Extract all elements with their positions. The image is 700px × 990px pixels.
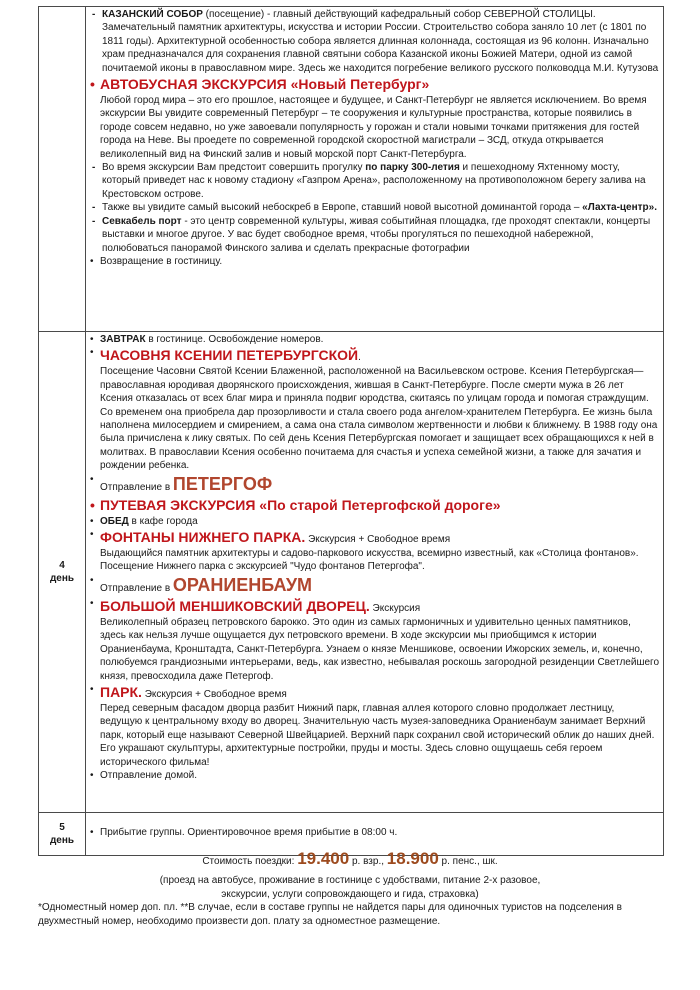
park-walk-text-start: Во время экскурсии Вам предстоит совершить прогулку xyxy=(102,162,366,174)
park-text: Перед северным фасадом дворца разбит Нижний парк, главная аллея которого словно продолжает лестницу, ведущую к центральному входу во дворец. Значительную часть музея-заповедника Ораниенбаум занимает Верхний парк, который еще называют Северной Швейцарией. Верхний парк сохранил свой исторический облик до наших дней. Его украшают скульптуры, архитектурные постройки, пруды и мосты. Здесь словно ощущаешь себя героем исторического фильма! xyxy=(100,702,655,768)
lakhta-bold: «Лахта-центр». xyxy=(582,202,658,214)
palace-note: Экскурсия xyxy=(369,602,421,614)
chapel-heading-row xyxy=(90,346,659,365)
lunch-text: в кафе города xyxy=(128,515,198,527)
bus-tour-heading: • АВТОБУСНАЯ ЭКСКУРСИЯ «Новый Петербург» xyxy=(90,75,659,94)
price-includes-line-2: экскурсии, услуги сопровождающего и гида, страховка) xyxy=(221,888,479,900)
park-walk-item xyxy=(90,161,659,201)
price-includes-line-1: (проезд на автобусе, проживание в гостинице с удобствами, питание 2-х разовое, xyxy=(159,875,541,887)
return-hotel-item: • Возвращение в гостиницу. xyxy=(90,255,659,268)
lunch-item xyxy=(90,515,659,528)
day-5-label-cell xyxy=(39,813,86,856)
day-4-row xyxy=(39,332,664,813)
depart-oranienbaum-item xyxy=(90,574,659,597)
sevkabel-text: - это центр современной культуры, живая событийная площадка, где проходят спектакли, концерты выставки и многое другое. У вас будет свободное время, чтобы прогуляться по пешеходной набережной, полюбоваться панорамой Финского залива и сделать прекрасные фотографии xyxy=(102,215,651,254)
breakfast-item xyxy=(90,333,659,346)
route-tour-heading: • ПУТЕВАЯ ЭКСКУРСИЯ «По старой Петергофской дороге» xyxy=(90,496,659,515)
sevkabel-item xyxy=(90,215,659,255)
day-5-number: 5 xyxy=(59,822,65,833)
breakfast-text: в гостинице. Освобождение номеров. xyxy=(145,334,324,345)
lakhta-text: Также вы увидите самый высокий небоскреб в Европе, ставший новой высотной доминантой города – xyxy=(102,202,583,214)
park-walk-text-end: и пешеходному Яхтенному мосту, который приведет нас к новому стадиону «Газпром Арена», расположенному на противоположном берегу залива на Крестовском острове. xyxy=(102,162,646,200)
peterhof-city: ПЕТЕРГОФ xyxy=(172,473,273,494)
chapel-heading-dot: . xyxy=(358,352,361,364)
price-line xyxy=(0,849,700,868)
depart-home-item: • Отправление домой. xyxy=(90,769,659,782)
price-label: Стоимость поездки: xyxy=(202,856,298,867)
park-heading-row xyxy=(90,683,659,702)
lunch-title: ОБЕД xyxy=(100,515,129,527)
palace-heading: БОЛЬШОЙ МЕНШИКОВСКИЙ ДВОРЕЦ. xyxy=(100,597,370,614)
sevkabel-title: Севкабель порт xyxy=(102,215,182,227)
breakfast-title: ЗАВТРАК xyxy=(100,334,146,345)
price-adult-unit: р. взр., xyxy=(349,856,387,867)
arrival-item: • Прибытие группы. Ориентировочное время прибытие в 08:00 ч. xyxy=(90,826,659,839)
fountains-text: Выдающийся памятник архитектуры и садово-паркового искусства, всемирно известный, как «Столица фонтанов». Посещение Нижнего парка с экскурсией "Чудо фонтанов Петергофа". xyxy=(100,548,639,573)
park-walk-bold: по парку 300-летия xyxy=(365,162,460,174)
depart-peterhof-item xyxy=(90,473,659,496)
kazan-cathedral-text: (посещение) - главный действующий кафедральный собор СЕВЕРНОЙ СТОЛИЦЫ. Замечательный памятник архитектуры, искусства и истории России. Строительство собора заняло 10 лет (с 1801 по 1811 годы). Архитектурной особенностью собора является длинная колоннада, состоящая из 96 колонн. Изначально храм предназначался для сохранения главной святыни собора Казанской иконы Божией Матери, одной из самой почитаемой иконы в православном мире. Здесь же находится погребение великого русского полководца М.И. Кутузова xyxy=(102,9,659,74)
palace-text: Великолепный образец петровского барокко. Это один из самых гармоничных и удивительно ценных памятников, здесь как нельзя лучше ощущается дух петровского времени. В ходе экскурсии мы приобщимся к истории Ораниенбаума, Кронштадта, Санкт-Петербурга. Узнаем о князе Меншикове, освоении Ижорских земель, и, конечно, полюбуемся грандиозными интерьерами, ведь, как известно, небывалая роскошь загородной резиденции Светлейшего князя, превосходила даже Петергоф. xyxy=(100,616,660,682)
chapel-text: Посещение Часовни Святой Ксении Блаженной, расположенной на Васильевском острове. Ксения Петербургская— православная юродивая дворянского происхождения, жившая в Санкт-Петербурге. После смерти мужа в 26 лет Ксения отказалась от всех благ мира и приняла подвиг юродства, скитаясь по улицам города и помогая страждущим. Со временем она приобрела дар прозорливости и стала своего рода ангелом-хранителем Петербурга. Ее жизнь была наполнена милосердием и смирением, а сама она стала символом жертвенности и любви к ближнему. В 1988 году она была причислена к лику святых. По сей день Ксения Петербургская помогает и защищает всех обращающихся к ней в молитвах. В православии Ксения особенно почитаема для счастья и успеха семейной жизни, а также для зачатия и рождении ребенка. xyxy=(100,366,658,472)
itinerary-table xyxy=(38,6,664,856)
kazan-cathedral-item xyxy=(90,8,659,75)
kazan-cathedral-title: КАЗАНСКИЙ СОБОР xyxy=(102,9,203,20)
single-room-note: *Одноместный номер доп. пл. **В случае, если в составе группы не найдется пары для одиночных туристов на подселения в двухместный номер, необходимо произвести доп. плату за одноместное размещение. xyxy=(38,902,622,927)
day-5-content xyxy=(86,813,664,856)
price-adult: 19.400 xyxy=(297,849,350,868)
price-footer xyxy=(0,849,700,928)
chapel-heading: ЧАСОВНЯ КСЕНИИ ПЕТЕРБУРГСКОЙ xyxy=(100,347,359,364)
palace-heading-row xyxy=(90,597,659,616)
fountains-note: Экскурсия + Свободное время xyxy=(305,534,451,546)
day-3-content xyxy=(86,7,664,332)
day-4-number: 4 xyxy=(59,560,65,571)
price-pensioner-unit: р. пенс., шк. xyxy=(438,856,498,867)
day-4-word: день xyxy=(49,573,75,584)
lakhta-item xyxy=(90,201,659,214)
depart-oranienbaum-text: Отправление в xyxy=(100,582,173,594)
day-4-content xyxy=(86,332,664,813)
fountains-heading: ФОНТАНЫ НИЖНЕГО ПАРКА. xyxy=(100,529,306,546)
park-heading: ПАРК. xyxy=(100,683,142,700)
price-pensioner: 18.900 xyxy=(386,849,439,868)
bus-tour-text: Любой город мира – это его прошлое, настоящее и будущее, и Санкт-Петербург не является исключением. Во время экскурсии Вы увидите современный Петербург – те сооружения и культурные пространства, которые появились в городе совсем недавно, но уже завоевали популярность у горожан и стали новыми точками притяжения для гостей города на Неве. Вы проедете по современной городской скоростной магистрали – ЗСД, откуда открывается великолепный вид на Финский залив и новый морской порт Санкт-Петербурга. xyxy=(100,95,647,160)
day-5-word: день xyxy=(49,835,75,846)
day-3-label-cell xyxy=(39,7,86,332)
fountains-heading-row xyxy=(90,528,659,547)
day-3-row xyxy=(39,7,664,332)
oranienbaum-city: ОРАНИЕНБАУМ xyxy=(172,574,313,595)
park-note: Экскурсия + Свободное время xyxy=(141,688,287,700)
day-5-row xyxy=(39,813,664,856)
day-4-label-cell xyxy=(39,332,86,813)
depart-peterhof-text: Отправление в xyxy=(100,481,173,493)
